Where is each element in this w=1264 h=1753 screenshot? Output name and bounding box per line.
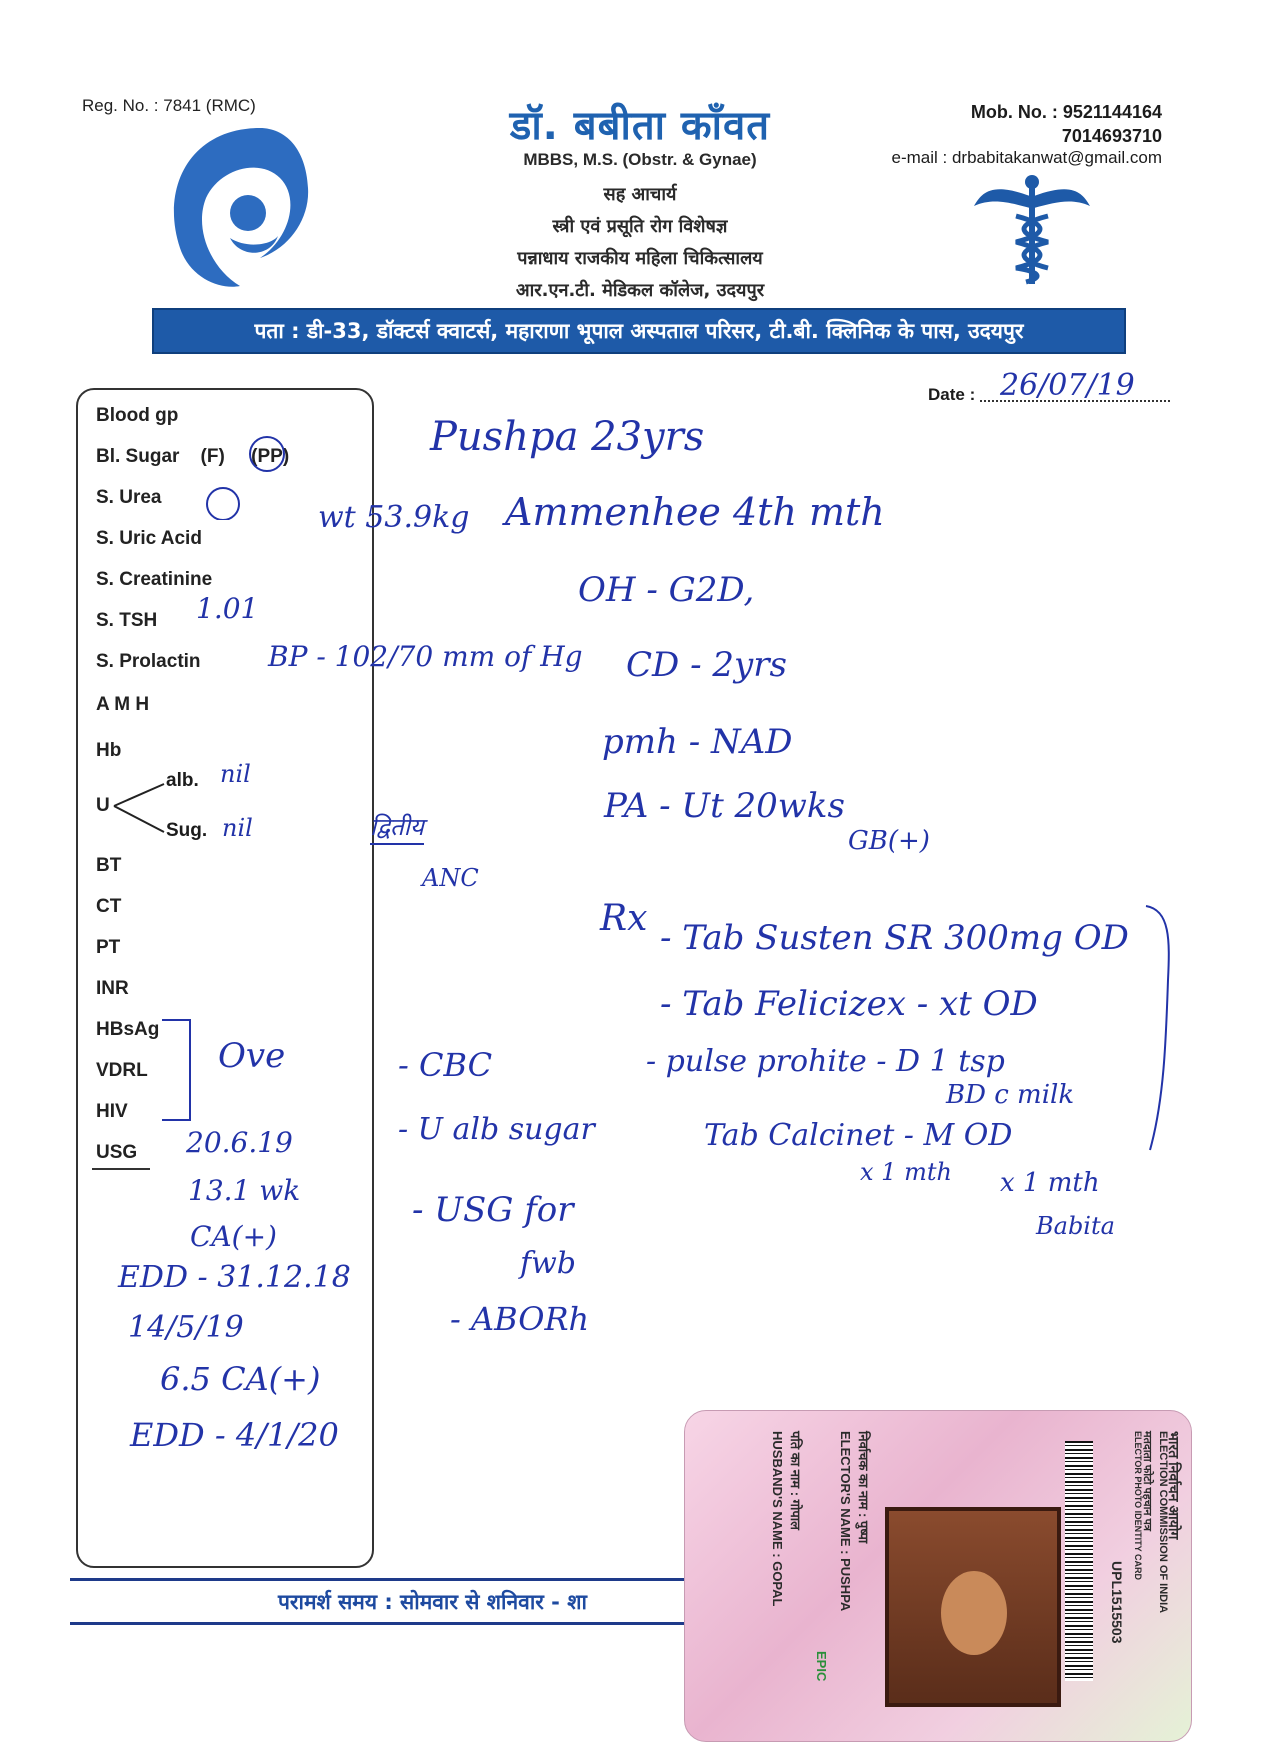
card-elector-name-hi: निर्वाचक का नाम : पुष्पा [856,1431,871,1544]
lab-blood-sugar: Bl. Sugar (F) (PP) [96,446,290,467]
card-type-en: ELECTOR PHOTO IDENTITY CARD [1133,1431,1143,1581]
handwritten-usg-ca-1: CA(+) [190,1220,277,1253]
mobile-number-1: 9521144164 [1062,102,1162,122]
handwritten-patient: Pushpa 23yrs [430,414,705,460]
handwritten-bp: BP - 102/70 mm of Hg [268,640,583,673]
lab-serum-urea: S. Urea [96,487,162,508]
lab-blood-group: Blood gp [96,405,179,426]
lab-uric-acid: S. Uric Acid [96,528,202,549]
handwritten-alb-nil: nil [220,760,251,788]
handwritten-med-3-dose: BD c milk [946,1080,1075,1110]
handwritten-med-3: - pulse prohite - D 1 tsp [646,1044,1005,1079]
card-commission-hi: भारत निर्वाचन आयोग [1166,1431,1182,1540]
handwritten-investigation-1: - CBC [398,1046,493,1084]
handwritten-investigation-2: - U alb sugar [398,1112,595,1147]
lab-tsh: S. TSH [96,610,158,631]
mobile-label: Mob. No. : [970,102,1058,122]
handwritten-investigation-3b: fwb [520,1246,576,1281]
lab-urine-albumin: alb. [166,770,199,791]
lab-inr: INR [96,978,129,999]
lab-ct: CT [96,896,122,917]
lab-usg: USG [96,1142,138,1163]
card-epic-mark: EPIC [814,1651,829,1682]
handwritten-investigation-3: - USG for [412,1190,574,1230]
handwritten-weight: wt 53.9kg [318,500,470,535]
handwritten-usg-date-1: 20.6.19 [186,1126,293,1159]
handwritten-med-2: - Tab Felicizex - xt OD [660,984,1038,1024]
handwritten-obstetric-history: OH - G2D, [578,570,755,610]
mobile-number-2: 7014693710 [1061,126,1162,146]
lab-pt: PT [96,937,121,958]
lab-vdrl: VDRL [96,1060,148,1081]
footer-rule-bottom [70,1622,690,1625]
email-address: e-mail : drbabitakanwat@gmail.com [891,148,1162,167]
footer-rule-top [70,1578,690,1581]
card-type-hi: मतदाता फोटो पहचान पत्र [1141,1431,1153,1531]
lab-prolactin: S. Prolactin [96,651,201,672]
card-number: UPL1515503 [1109,1561,1125,1644]
lab-urine-sugar: Sug. [166,820,208,841]
consultation-timing: परामर्श समय : सोमवार से शनिवार - शा [278,1590,587,1614]
lab-urine: U [96,795,110,816]
card-husband-name-hi: पति का नाम : गोपाल [788,1431,803,1530]
handwritten-sug-nil: nil [222,814,253,842]
handwritten-usg-weeks-1: 13.1 wk [188,1174,301,1207]
handwritten-edd-1: EDD - 31.12.18 [118,1260,351,1295]
urine-branch-lines [112,780,168,840]
handwritten-anc: ANC [422,864,479,892]
handwritten-usg-date-2: 14/5/19 [128,1310,244,1345]
card-elector-name-en: ELECTOR'S NAME : PUSHPA [838,1431,853,1612]
handwritten-anc-hi: द्वितीय [370,810,424,845]
doctor-name: डॉ. बबीता काँवत [509,103,771,149]
handwritten-pmh: pmh - NAD [602,722,793,762]
lab-hiv: HIV [96,1101,128,1122]
handwritten-pa: PA - Ut 20wks [604,786,845,826]
mother-child-logo-icon [150,118,320,293]
card-husband-name-en: HUSBAND'S NAME : GOPAL [770,1431,785,1607]
handwritten-med-1: - Tab Susten SR 300mg OD [660,918,1129,958]
lab-hb: Hb [96,740,122,761]
elector-face [941,1571,1007,1655]
card-commission-en: ELECTION COMMISSION OF INDIA [1157,1431,1169,1614]
doctor-degree: MBBS, M.S. (Obstr. & Gynae) [523,150,757,169]
handwritten-serology: Ove [218,1036,286,1076]
handwritten-complaint: Ammenhee 4th mth [505,490,885,534]
handwritten-duration-2: x 1 mth [1000,1168,1100,1198]
date-label: Date : [928,385,976,404]
handwritten-med-4: Tab Calcinet - M OD [704,1118,1013,1153]
prescription-bracket [1140,900,1180,1160]
barcode-icon [1065,1441,1093,1681]
handwritten-duration-1: x 1 mth [860,1158,952,1186]
clinic-address-bar: पता : डी-33, डॉक्टर्स क्वाटर्स, महाराणा भूपाल अस्पताल परिसर, टी.बी. क्लिनिक के पास, उदयपुर [152,308,1126,354]
lab-creatinine: S. Creatinine [96,569,213,590]
handwritten-rx: Rx [600,898,648,939]
elector-photo [885,1507,1061,1707]
lab-hbsag: HBsAg [96,1019,160,1040]
handwritten-pa-gb: GB(+) [848,826,930,856]
doctor-designation: सह आचार्य [603,184,677,205]
voter-id-card [684,1410,1192,1742]
caduceus-icon [972,172,1092,290]
registration-number: Reg. No. : 7841 (RMC) [82,96,256,115]
serology-bracket [160,1016,204,1126]
handwritten-tsh-value: 1.01 [196,592,259,625]
date-value: 26/07/19 [1000,368,1135,403]
mobile-numbers [971,100,1162,148]
doctor-specialty: स्त्री एवं प्रसूति रोग विशेषज्ञ [552,216,728,237]
lab-amh: A M H [96,694,150,715]
handwritten-cd: CD - 2yrs [626,645,787,685]
hospital-name: पन्नाधाय राजकीय महिला चिकित्सालय [517,248,763,269]
handwritten-circles [195,430,315,520]
handwritten-usg-ca-2: 6.5 CA(+) [160,1360,321,1398]
lab-bt: BT [96,855,122,876]
handwritten-signature: Babita [1036,1212,1115,1240]
handwritten-investigation-4: - ABORh [450,1300,590,1338]
handwritten-edd-2: EDD - 4/1/20 [130,1416,339,1454]
college-name: आर.एन.टी. मेडिकल कॉलेज, उदयपुर [515,280,765,301]
usg-underline [92,1168,150,1170]
